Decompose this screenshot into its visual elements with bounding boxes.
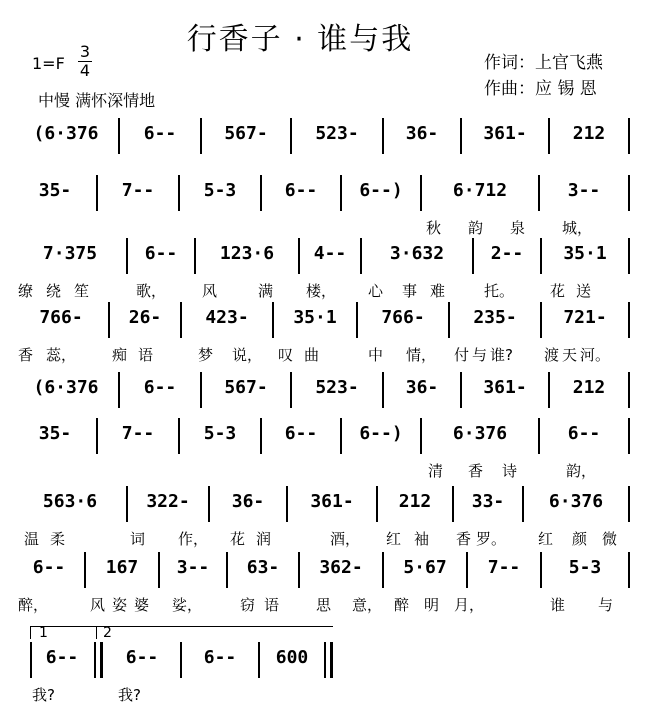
note-group: 5-3 — [203, 180, 237, 201]
lyric-syllable: 河。 — [580, 346, 611, 364]
lyric-syllable: 秋 — [426, 219, 442, 237]
note-group: 235- — [473, 307, 517, 328]
lyric-syllable: 风 — [202, 282, 218, 300]
score-row-1 — [14, 118, 630, 182]
tempo-marking: 中慢 满怀深情地 — [38, 91, 156, 110]
measure — [524, 486, 628, 522]
measure — [550, 118, 628, 154]
note-group: 6-- — [144, 243, 178, 264]
measure — [474, 238, 540, 274]
note-group: 6-- — [284, 180, 318, 201]
lyric-syllable: 与 — [472, 346, 488, 364]
measure — [14, 418, 96, 454]
lyric-syllable: 婆 — [134, 596, 150, 614]
note-group: 35- — [38, 180, 72, 201]
note-group: 5-3 — [203, 423, 237, 444]
measure — [262, 418, 340, 454]
measure — [450, 302, 540, 338]
note-group: 362- — [319, 557, 363, 578]
note-group: 212 — [572, 123, 606, 144]
lyric-syllable: 事 — [402, 282, 418, 300]
lyric-syllable: 清 — [428, 462, 444, 480]
second-ending-label: 2 — [96, 626, 333, 639]
meter-bottom: 4 — [79, 61, 91, 80]
lyric-syllable: 韵， — [566, 462, 597, 480]
measure — [542, 238, 628, 274]
note-group: 600 — [275, 647, 309, 668]
measure — [202, 372, 290, 408]
measure — [384, 552, 466, 588]
lyric-syllable: 作， — [178, 530, 209, 548]
measure — [292, 118, 382, 154]
lyric-syllable: 风 — [90, 596, 106, 614]
note-group: 36- — [405, 377, 439, 398]
note-group: 567- — [224, 123, 268, 144]
measure — [128, 486, 208, 522]
first-ending-label: 1 — [30, 626, 97, 639]
note-group: 523- — [315, 123, 359, 144]
lyric-syllable: 说， — [232, 346, 263, 364]
measure — [378, 486, 452, 522]
note-group: 6·376 — [548, 491, 604, 512]
lyric-syllable: 歌， — [136, 282, 167, 300]
lyric-syllable: 娑， — [172, 596, 203, 614]
note-group: 7·375 — [42, 243, 98, 264]
measure — [358, 302, 448, 338]
note-group: 7-- — [121, 180, 155, 201]
lyric-syllable: 情， — [406, 346, 437, 364]
key-signature: 1=F — [32, 54, 65, 73]
lyric-syllable: 明 — [424, 596, 440, 614]
lyric-syllable: 我? — [32, 686, 55, 704]
measure — [462, 372, 548, 408]
note-group: 6-- — [143, 377, 177, 398]
measure — [14, 372, 118, 408]
lyric-syllable: 思 — [316, 596, 332, 614]
lyric-syllable: 托。 — [484, 282, 515, 300]
lyric-syllable: 心 — [368, 282, 384, 300]
measure — [128, 238, 194, 274]
note-group: 167 — [105, 557, 139, 578]
measure — [14, 486, 126, 522]
measure — [120, 372, 200, 408]
lyric-syllable: 意， — [352, 596, 383, 614]
lyric-syllable: 语 — [264, 596, 280, 614]
lyric-syllable: 我? — [118, 686, 141, 704]
lyric-syllable: 颜 — [572, 530, 588, 548]
lyric-syllable: 香 — [18, 346, 34, 364]
lyric-syllable: 酒， — [330, 530, 361, 548]
lyric-syllable: 痴 — [112, 346, 128, 364]
measure — [422, 175, 538, 211]
note-group: 3·632 — [389, 243, 445, 264]
measure — [202, 118, 290, 154]
note-group: 322- — [146, 491, 190, 512]
lyric-syllable: 与 — [598, 596, 614, 614]
note-group: 6--) — [359, 180, 403, 201]
note-group: 212 — [398, 491, 432, 512]
lyric-syllable: 楼， — [306, 282, 337, 300]
lyric-syllable: 香 — [456, 530, 472, 548]
measure — [32, 642, 92, 678]
measure — [262, 175, 340, 211]
lyric-syllable: 花 — [230, 530, 246, 548]
note-group: 7-- — [487, 557, 521, 578]
measure — [542, 302, 628, 338]
note-group: 5-3 — [568, 557, 602, 578]
measure — [384, 372, 460, 408]
measure — [14, 302, 108, 338]
note-group: 567- — [224, 377, 268, 398]
measure — [14, 118, 118, 154]
note-group: 6-- — [45, 647, 79, 668]
note-group: 361- — [310, 491, 354, 512]
score-row-4 — [14, 302, 630, 366]
measure — [210, 486, 286, 522]
measure — [14, 552, 84, 588]
measure — [342, 418, 420, 454]
note-group: 7-- — [121, 423, 155, 444]
note-group: 2-- — [490, 243, 524, 264]
note-group: 721- — [563, 307, 607, 328]
note-group: 35·1 — [563, 243, 607, 264]
lyricist-credit: 作词：上官飞燕 — [484, 53, 603, 73]
lyric-syllable: 温 — [24, 530, 40, 548]
measure — [104, 642, 180, 678]
lyric-syllable: 送 — [576, 282, 592, 300]
score-row-3 — [14, 238, 630, 302]
note-group: 766- — [381, 307, 425, 328]
note-group: 4-- — [313, 243, 347, 264]
lyric-syllable: 姿 — [112, 596, 128, 614]
measure — [182, 642, 258, 678]
note-group: 63- — [246, 557, 280, 578]
note-group: 5·67 — [403, 557, 447, 578]
note-group: 36- — [231, 491, 265, 512]
lyric-syllable: 语 — [138, 346, 154, 364]
lyric-syllable: 难 — [430, 282, 446, 300]
measure — [160, 552, 226, 588]
measure — [300, 238, 360, 274]
note-group: 33- — [471, 491, 505, 512]
note-group: 361- — [483, 123, 527, 144]
lyric-syllable: 微 — [602, 530, 618, 548]
score-row-2 — [14, 175, 630, 239]
lyric-syllable: 罗。 — [476, 530, 507, 548]
lyric-syllable: 天 — [562, 346, 578, 364]
time-signature — [78, 44, 92, 79]
lyric-syllable: 红 — [386, 530, 402, 548]
lyric-syllable: 窃 — [240, 596, 256, 614]
lyric-syllable: 梦 — [198, 346, 214, 364]
measure — [550, 372, 628, 408]
note-group: 6-- — [143, 123, 177, 144]
lyric-syllable: 香 — [468, 462, 484, 480]
lyric-syllable: 润 — [256, 530, 272, 548]
measure — [274, 302, 356, 338]
lyric-syllable: 谁? — [490, 346, 513, 364]
lyric-syllable: 曲 — [304, 346, 320, 364]
note-group: 523- — [315, 377, 359, 398]
note-group: 423- — [205, 307, 249, 328]
meter-top: 3 — [79, 42, 91, 61]
note-group: 6-- — [203, 647, 237, 668]
measure — [462, 118, 548, 154]
note-group: 6-- — [284, 423, 318, 444]
lyric-syllable: 泉 — [510, 219, 526, 237]
lyric-syllable: 付 — [454, 346, 470, 364]
measure — [228, 552, 298, 588]
measure — [14, 175, 96, 211]
measure — [384, 118, 460, 154]
score-row-9 — [14, 642, 630, 706]
note-group: 563·6 — [42, 491, 98, 512]
lyric-syllable: 柔 — [50, 530, 66, 548]
measure — [540, 418, 628, 454]
volta-brackets — [30, 626, 630, 640]
lyric-syllable: 满 — [258, 282, 274, 300]
lyric-syllable: 红 — [538, 530, 554, 548]
measure — [468, 552, 540, 588]
measure — [196, 238, 298, 274]
measure — [182, 302, 272, 338]
note-group: 36- — [405, 123, 439, 144]
measure — [342, 175, 420, 211]
note-group: (6·376 — [33, 123, 99, 144]
measure — [98, 175, 178, 211]
score-row-7 — [14, 486, 630, 550]
note-group: 6-- — [567, 423, 601, 444]
lyric-syllable: 叹 — [278, 346, 294, 364]
lyric-syllable: 渡 — [544, 346, 560, 364]
measure — [260, 642, 324, 678]
note-group: 3-- — [567, 180, 601, 201]
lyric-syllable: 醉， — [18, 596, 49, 614]
measure — [362, 238, 472, 274]
lyric-syllable: 月， — [454, 596, 485, 614]
lyric-syllable: 醉 — [394, 596, 410, 614]
note-group: (6·376 — [33, 377, 99, 398]
lyric-syllable: 笙 — [74, 282, 90, 300]
measure — [300, 552, 382, 588]
measure — [454, 486, 522, 522]
note-group: 35·1 — [293, 307, 337, 328]
score-row-6 — [14, 418, 630, 482]
lyric-syllable: 缭 — [18, 282, 34, 300]
measure — [422, 418, 538, 454]
note-group: 6-- — [125, 647, 159, 668]
measure — [180, 418, 260, 454]
lyric-syllable: 韵 — [468, 219, 484, 237]
measure — [98, 418, 178, 454]
lyric-syllable: 蕊， — [46, 346, 77, 364]
note-group: 35- — [38, 423, 72, 444]
measure — [180, 175, 260, 211]
note-group: 6-- — [32, 557, 66, 578]
measure — [292, 372, 382, 408]
measure — [110, 302, 180, 338]
composer-credit: 作曲：应 锡 恩 — [484, 79, 597, 99]
note-group: 6·376 — [452, 423, 508, 444]
note-group: 6--) — [359, 423, 403, 444]
note-group: 3-- — [176, 557, 210, 578]
note-group: 361- — [483, 377, 527, 398]
song-title: 行香子 · 谁与我 — [186, 22, 414, 57]
score-row-8 — [14, 552, 630, 616]
lyric-syllable: 中 — [368, 346, 384, 364]
measure — [540, 175, 628, 211]
lyric-syllable: 绕 — [46, 282, 62, 300]
lyric-syllable: 袖 — [414, 530, 430, 548]
measure — [14, 238, 126, 274]
measure — [542, 552, 628, 588]
lyric-syllable: 谁 — [550, 596, 566, 614]
measure — [86, 552, 158, 588]
note-group: 766- — [39, 307, 83, 328]
measure — [288, 486, 376, 522]
lyric-syllable: 词 — [130, 530, 146, 548]
measure — [120, 118, 200, 154]
note-group: 26- — [128, 307, 162, 328]
lyric-syllable: 诗 — [502, 462, 518, 480]
lyric-syllable: 城， — [562, 219, 593, 237]
lyric-syllable: 花 — [550, 282, 566, 300]
note-group: 123·6 — [219, 243, 275, 264]
note-group: 6·712 — [452, 180, 508, 201]
note-group: 212 — [572, 377, 606, 398]
